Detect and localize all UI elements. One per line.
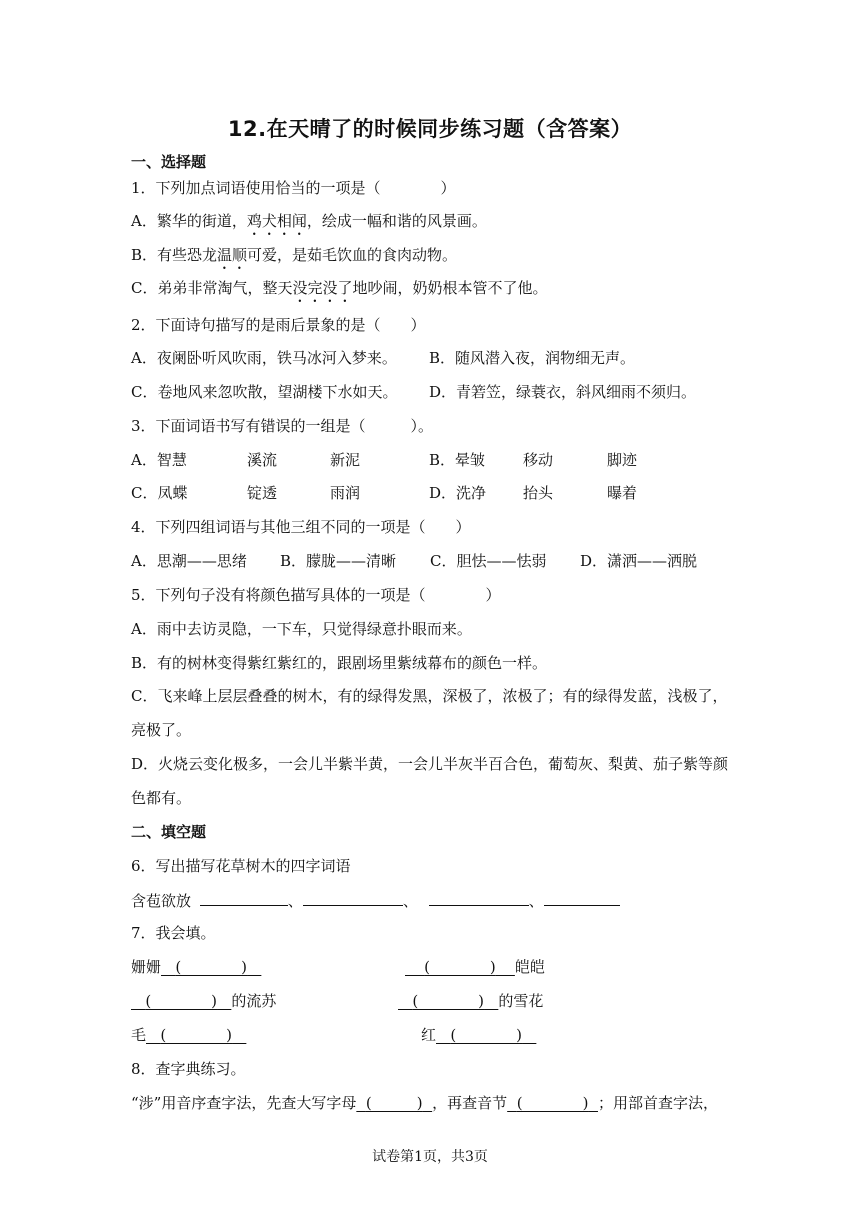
question-1-option-a [131, 211, 487, 239]
question-3-word: 曝着 [607, 484, 638, 502]
question-3-stem: 3．下面词语书写有错误的一组是（ ）。 [131, 417, 434, 435]
dotted-word: 没完没了 [292, 279, 353, 297]
word-prefix: 红 [421, 1026, 437, 1044]
question-7-item [421, 1025, 536, 1045]
answer-blank[interactable] [131, 992, 231, 1010]
question-3-word: 溪流 [247, 451, 278, 469]
paren: ( ) [160, 1026, 233, 1044]
paren: ( ) [175, 958, 248, 976]
option-text: A．繁华的街道， [131, 212, 247, 230]
question-3-word: A．智慧 [131, 451, 187, 469]
question-4-stem: 4．下列四组词语与其他三组不同的一项是（ ） [131, 518, 471, 536]
question-2-option-a: A．夜阑卧听风吹雨，铁马冰河入梦来。 [131, 349, 397, 367]
section-heading-choice: 一、选择题 [131, 153, 207, 171]
answer-blank[interactable] [436, 1026, 536, 1044]
paren: ( ) [145, 992, 218, 1010]
question-8-stem: 8．查字典练习。 [131, 1060, 246, 1078]
question-1-option-c [131, 278, 548, 306]
question-7-item [405, 957, 545, 977]
question-7-item [398, 991, 543, 1011]
question-3-word: 脚迹 [607, 451, 638, 469]
answer-blank[interactable] [507, 1094, 598, 1112]
question-5-option-d-cont: 色都有。 [131, 789, 192, 807]
given-word: 含苞欲放 [131, 892, 192, 910]
paren: ( ) [365, 1094, 423, 1112]
answer-blank[interactable] [429, 889, 529, 906]
answer-blank[interactable] [398, 992, 498, 1010]
question-1-stem: 1．下列加点词语使用恰当的一项是（ ） [131, 179, 456, 197]
section-heading-fill: 二、填空题 [131, 823, 207, 841]
question-5-option-d: D．火烧云变化极多，一会儿半紫半黄，一会儿半灰半百合色，葡萄灰、梨黄、茄子紫等颜 [131, 755, 729, 773]
question-1-option-b [131, 245, 457, 273]
question-7-item [131, 957, 261, 977]
word-prefix: 毛 [131, 1026, 147, 1044]
answer-blank[interactable] [146, 1026, 246, 1044]
question-4-option-d: D．潇洒——洒脱 [580, 552, 698, 570]
question-7-item [131, 991, 276, 1011]
answer-blank[interactable] [356, 1094, 432, 1112]
question-3-word: 雨润 [330, 484, 361, 502]
option-text: 地吵闹，奶奶根本管不了他。 [352, 279, 548, 297]
separator: 、 [287, 892, 303, 910]
page-title: 12.在天晴了的时候同步练习题（含答案） [227, 117, 633, 141]
question-3-word: D．洗净 [429, 484, 487, 502]
question-8-text [131, 1093, 718, 1113]
option-text: B．有些恐龙 [131, 246, 218, 264]
question-5-option-a: A．雨中去访灵隐，一下车，只觉得绿意扑眼而来。 [131, 620, 472, 638]
question-7-stem: 7．我会填。 [131, 924, 216, 942]
word-suffix: 皑皑 [514, 958, 545, 976]
question-6-stem: 6．写出描写花草树木的四字词语 [131, 857, 351, 875]
paren: ( ) [424, 958, 496, 976]
answer-blank[interactable] [303, 889, 403, 906]
question-4-option-b: B．朦胧——清晰 [280, 552, 397, 570]
dotted-word: 鸡犬相闻 [246, 212, 307, 230]
text: ；用部首查字法， [597, 1094, 718, 1112]
question-3-word: 锭透 [247, 484, 278, 502]
question-2-stem: 2．下面诗句描写的是雨后景象的是（ ） [131, 316, 426, 334]
separator: 、 [528, 892, 544, 910]
word-suffix: 的雪花 [498, 992, 544, 1010]
question-2-option-c: C．卷地风来忽吹散，望湖楼下水如天。 [131, 383, 398, 401]
dotted-word: 温顺 [217, 246, 248, 264]
question-5-option-c-cont: 亮极了。 [131, 721, 192, 739]
question-5-option-c: C．飞来峰上层层叠叠的树木，有的绿得发黑，深极了，浓极了；有的绿得发蓝，浅极了， [131, 687, 728, 705]
text: ，再查音节 [432, 1094, 508, 1112]
question-5-stem: 5．下列句子没有将颜色描写具体的一项是（ ） [131, 586, 501, 604]
question-2-option-d: D．青箬笠，绿蓑衣，斜风细雨不须归。 [429, 383, 697, 401]
answer-blank[interactable] [405, 958, 515, 976]
page-footer: 试卷第1页，共3页 [372, 1149, 488, 1165]
question-3-word: 移动 [523, 451, 554, 469]
question-6-answers [131, 889, 620, 911]
option-text: C．弟弟非常淘气，整天 [131, 279, 293, 297]
question-4-option-c: C．胆怯——怯弱 [430, 552, 547, 570]
word-prefix: 姗姗 [131, 958, 162, 976]
paren: ( ) [450, 1026, 523, 1044]
question-7-item [131, 1025, 246, 1045]
paren: ( ) [516, 1094, 589, 1112]
paren: ( ) [412, 992, 485, 1010]
question-4-option-a: A．思潮——思绪 [131, 552, 247, 570]
option-text: 可爱，是茹毛饮血的食肉动物。 [247, 246, 458, 264]
text: “涉”用音序查字法，先查大写字母 [131, 1094, 357, 1112]
question-3-word: B．晕皱 [429, 451, 486, 469]
word-suffix: 的流苏 [231, 992, 277, 1010]
question-3-word: 抬头 [523, 484, 554, 502]
answer-blank[interactable] [544, 889, 620, 906]
question-2-option-b: B．随风潜入夜，润物细无声。 [429, 349, 636, 367]
question-3-word: C．凤蝶 [131, 484, 188, 502]
answer-blank[interactable] [161, 958, 261, 976]
answer-blank[interactable] [200, 889, 288, 906]
question-5-option-b: B．有的树林变得紫红紫红的，跟剧场里紫绒幕布的颜色一样。 [131, 654, 548, 672]
option-text: ，绘成一幅和谐的风景画。 [306, 212, 487, 230]
separator: 、 [402, 892, 418, 910]
question-3-word: 新泥 [330, 451, 361, 469]
